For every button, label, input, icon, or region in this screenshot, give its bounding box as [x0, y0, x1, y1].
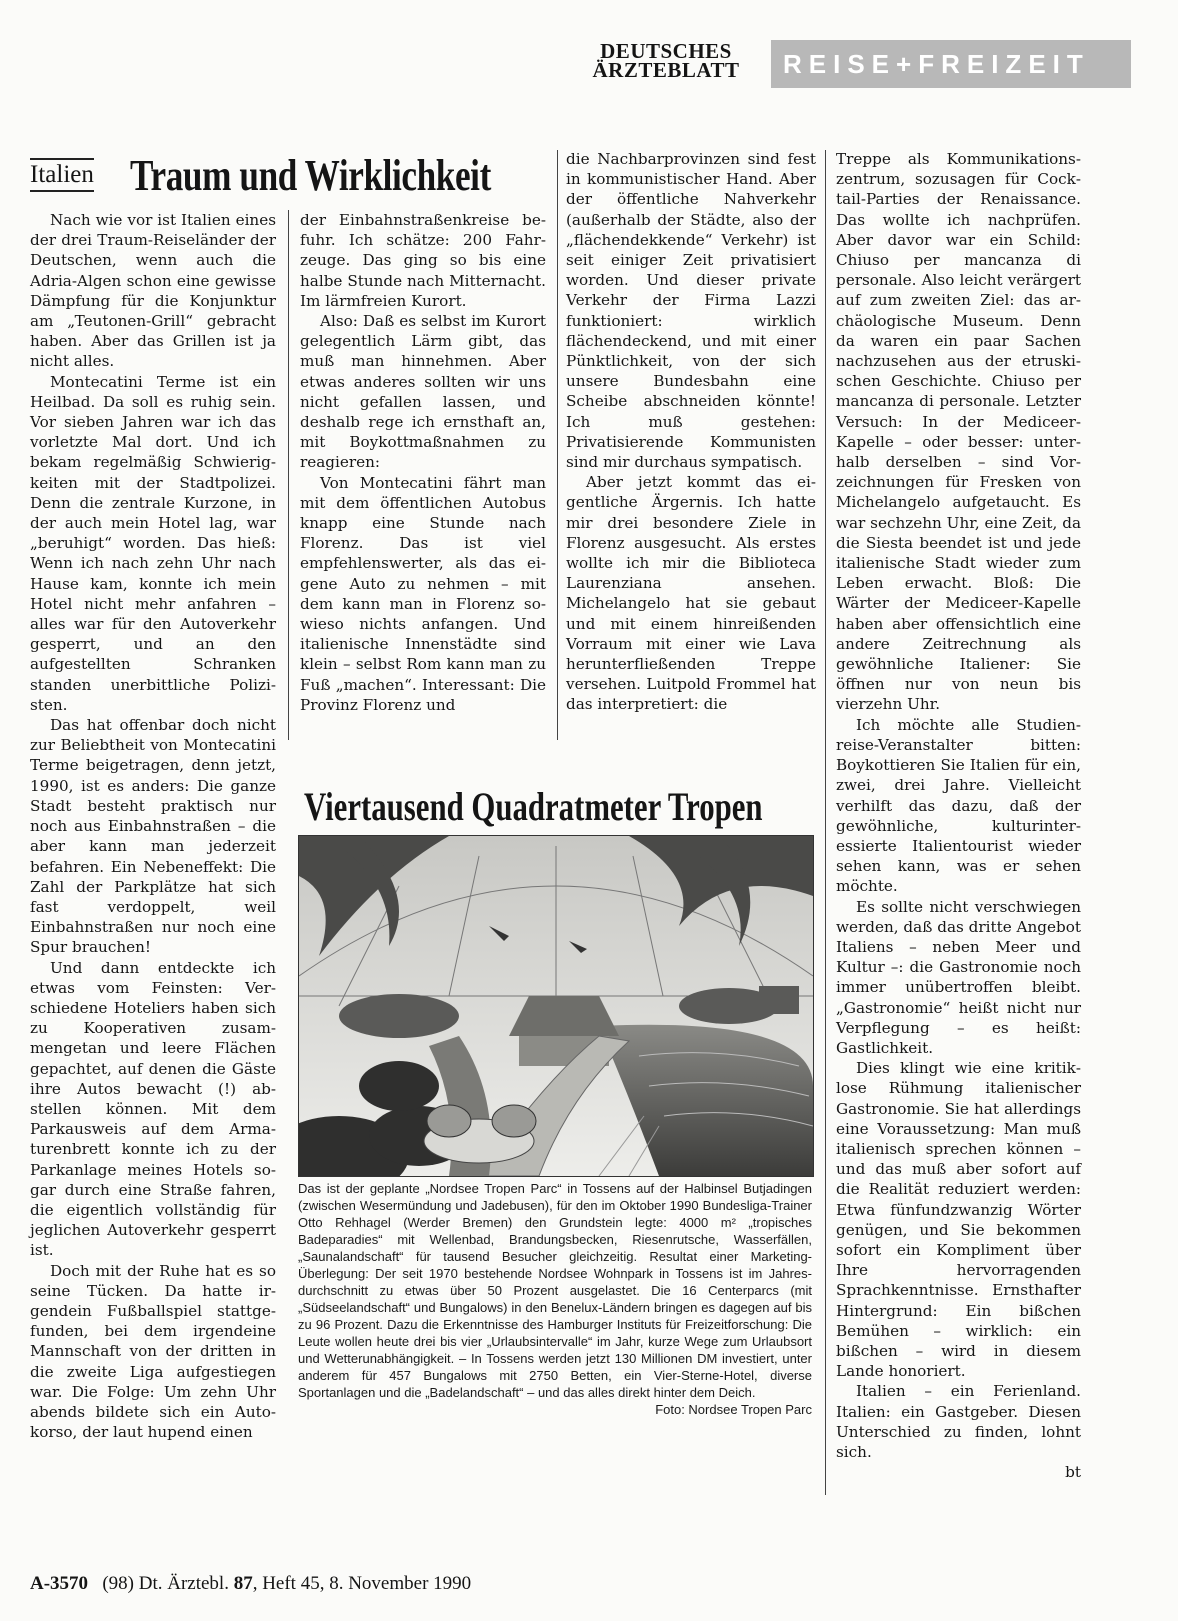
photo-credit: Foto: Nordsee Tropen Parc: [655, 1402, 812, 1417]
logo-line-1: DEUTSCHES: [600, 39, 732, 63]
logo-line-2: ÄRZTEBLATT: [592, 58, 740, 82]
caption-text: Das ist der geplante „Nordsee Tropen Parc“ in Tossens auf der Halbinsel Butjadingen (zwischen Wesermündung und Jadebusen), für den im Oktober 1990 Bundesliga-Trainer Otto Rehhagel (Werder Bremen) den Grundstein legte: 4000 m² „tropisches Badeparadies“ mit Wellenbad, Brandungsbecken, Riesenrutsche, Wasserfällen, „Saunalandschaft“ für tausend Besucher gleichzeitig. Resultat einer Marketing-Überlegung: Der seit 1970 bestehende Nordsee Wohnpark in Tossens ist im Jahresdurchschnitt zu etwas über 50 Prozent ausgelastet. Die 16 Centerparcs (mit „Südseelandschaft“ und Bungalows) in den Benelux-Ländern bringen es dagegen auf bis zu 96 Prozent. Dazu die Erkenntnisse des Hamburger Instituts für Freizeitforschung: Die Leute wollen heute drei bis vier „Urlaubsintervalle“ im Jahr, kurze Wege zum Urlaubsort und Wetterunabhängigkeit. – In Tossens werden jetzt 130 Millionen DM investiert, unter anderem für 457 Bungalows mit 2750 Betten, ein Vier-Sterne-Hotel, diverse Sportanlagen und die „Badelandschaft“ – und das alles direkt hinter dem Deich.: [298, 1181, 812, 1400]
paragraph: Und dann entdeckte ich etwas vom Feinsten: Verschiedene Hoteliers haben sich zu Kooperativen zusammengetan und leere Flächen gepachtet, auf denen die Gäste ihre Autos bewacht (!) abstellen können. Mit dem Parkausweis auf dem Armaturenbrett konnte ich zu der Parkanlage meines Hotels sogar durch eine Straße fahren, die eigentlich vollständig für jeglichen Autoverkehr gesperrt ist.: [30, 958, 276, 1260]
column-rule: [557, 150, 558, 740]
article-kicker: Italien: [30, 158, 94, 192]
article-headline: Traum und Wirklichkeit: [130, 151, 491, 200]
paragraph: Doch mit der Ruhe hat es so seine Tücken. Da hatte irgendein Fußballspiel stattgefunden, bei dem irgendeine Mannschaft von der dritten in die zweite Liga aufgestiegen war. Die Folge: Um zehn Uhr abends bildete sich ein Autokorso, der laut hupend einen: [30, 1261, 276, 1442]
article-column-1: [30, 210, 276, 1442]
paragraph: Das hat offenbar doch nicht zur Beliebtheit von Montecatini Terme beigetragen, denn jetzt, 1990, ist es anders: Die ganze Stadt besteht praktisch nur noch aus Einbahnstraßen – die aber kann man jederzeit befahren. Ein Nebeneffekt: Die Zahl der Parkplätze hat sich fast verdoppelt, weil Einbahnstraßen nur noch eine Spur brauchen!: [30, 716, 276, 957]
illustration-drawing: [299, 836, 813, 1176]
paragraph: Es sollte nicht verschwiegen werden, daß das dritte Angebot Italiens – neben Meer und Kultur –: die Gastronomie noch immer unübertroffen bleibt. „Gastronomie“ heißt nicht nur Verpflegung – es heißt: Gastlichkeit.: [836, 897, 1081, 1057]
paragraph: Von Montecatini fährt man mit dem öffentlichen Autobus knapp eine Stunde nach Florenz. Das ist viel empfehlenswerter, als das eigene Auto zu nehmen – mit dem kann man in Florenz sowieso nichts anfangen. Und italienische Innenstädte sind klein – selbst Rom kann man zu Fuß „machen“. Interessant: Die Provinz Florenz und: [300, 473, 546, 714]
journal-volume: 87: [233, 1573, 253, 1594]
photo-caption: [298, 1180, 812, 1418]
tropical-park-illustration: [298, 835, 814, 1177]
journal-logo: [572, 39, 760, 82]
page-number: (98): [102, 1573, 134, 1594]
paragraph: Nach wie vor ist Italien eines der drei Traum-Reiseländer der Deutschen, wenn auch die Adria-Algen schon eine gewisse Dämpfung für die Konjunktur am „Teutonen-Grill“ gebracht haben. Aber das Grillen ist ja nicht alles.: [30, 211, 276, 371]
journal-name: Dt. Ärztebl.: [138, 1573, 229, 1594]
paragraph: Treppe als Kommunikationszentrum, sozusagen für Cocktail-Parties der Renaissance. Das wollte ich nachprüfen. Aber davor war ein Schild: Chiuso per mancanza di personale. Also leicht verärgert auf zum zweiten Ziel: das archäologische Museum. Denn da waren ein paar Sachen nachzusehen aus der etruskischen Geschichte. Chiuso per mancanza di personale. Letzter Versuch: In der Mediceer-Kapelle – oder besser: unterhalb derselben – sind Vorzeichnungen für Fresken von Michelangelo aufgetaucht. Es war sechzehn Uhr, eine Zeit, da die Siesta beendet ist und jede italienische Stadt wieder zum Leben erwacht. Bloß: Die Wärter der Mediceer-Kapelle haben aber offensichtlich eine andere Zeitrechnung als gewöhnliche Italiener: Sie öffnen nur von neun bis vierzehn Uhr.: [836, 150, 1081, 714]
paragraph: Montecatini Terme ist ein Heilbad. Da soll es ruhig sein. Vor sieben Jahren war ich das vorletzte Mal dort. Und ich bekam regelmäßig Schwierigkeiten mit der Stadtpolizei. Denn die zentrale Kurzone, in der auch mein Hotel lag, war „beruhigt“ worden. Das hieß: Wenn ich nach zehn Uhr nach Hause kam, konnte ich mein Hotel nicht mehr anfahren – alles war für den Autoverkehr gesperrt, und an den aufgestellten Schranken standen unerbittliche Polizisten.: [30, 372, 276, 714]
page-footer: A-3570 (98) Dt. Ärztebl. 87, Heft 45, 8. November 1990: [30, 1573, 472, 1594]
paragraph: der Einbahnstraßenkreise befuhr. Ich schätze: 200 Fahrzeuge. Das ging so bis eine halbe Stunde nach Mitternacht. Im lärmfreien Kurort.: [300, 211, 546, 310]
paragraph: Aber jetzt kommt das eigentliche Ärgernis. Ich hatte mir drei besondere Ziele in Florenz ausgesucht. Als erstes wollte ich mir die Biblioteca Laurenziana ansehen. Michelangelo hat sie gebaut und mit einem hinreißenden Vorraum mit einer wie Lava herunterfließenden Treppe versehen. Luitpold Frommel hat das interpretiert: die: [566, 473, 816, 714]
article-column-4: [836, 149, 1081, 1482]
article-column-2: [300, 210, 546, 715]
paragraph: Also: Daß es selbst im Kurort gelegentlich Lärm gibt, das muß man hinnehmen. Aber etwas anderes sollten wir uns nicht gefallen lassen, und deshalb rege ich ernsthaft an, mit Boykottmaßnahmen zu reagieren:: [300, 312, 546, 472]
paragraph: die Nachbarprovinzen sind fest in kommunistischer Hand. Aber der öffentliche Nahverkehr (außerhalb der Städte, also der „flächendekkende“ Verkehr) ist seit einiger Zeit privatisiert worden. Und dieser private Verkehr der Firma Lazzi funktioniert: wirklich flächendeckend, und mit einer Pünktlichkeit, von der sich unsere Bundesbahn eine Scheibe abschneiden könnte! Ich muß gestehen: Privatisierende Kommunisten sind mir durchaus sympatisch.: [566, 150, 816, 472]
author-signature: bt: [1065, 1463, 1081, 1482]
column-rule: [825, 150, 826, 1495]
paragraph: Ich möchte alle Studienreise-Veranstalter bitten: Boykottieren Sie Italien für ein, zwei, drei Jahre. Vielleicht verhilft das dazu, daß der gewöhnliche, kulturinteressierte Italientourist wieder sehen kann, was er sehen möchte.: [836, 715, 1081, 896]
article-column-3: [566, 149, 816, 715]
paragraph: Italien – ein Ferienland. Italien: ein Gastgeber. Diesen Unterschied zu finden, lohnt sich.: [836, 1382, 1081, 1461]
journal-issue: Heft 45, 8. November 1990: [262, 1573, 472, 1594]
column-rule: [288, 210, 289, 740]
box-headline: Viertausend Quadratmeter Tropen: [304, 784, 763, 829]
page-code: A-3570: [30, 1573, 89, 1594]
paragraph: Dies klingt wie eine kritiklose Rühmung italienischer Gastronomie. Sie hat allerdings eine Voraussetzung: Man muß italienisch sprechen können – und das muß aber sofort auf die Realität reduziert werden: Etwa fünfundzwanzig Wörter genügen, und Sie bekommen sofort ein Kompliment über Ihre hervorragenden Sprachkenntnisse. Ernsthafter Hintergrund: Ein bißchen Bemühen – wirklich: ein bißchen – wird in diesem Lande honoriert.: [836, 1059, 1081, 1381]
section-banner: REISE+FREIZEIT: [771, 40, 1131, 88]
